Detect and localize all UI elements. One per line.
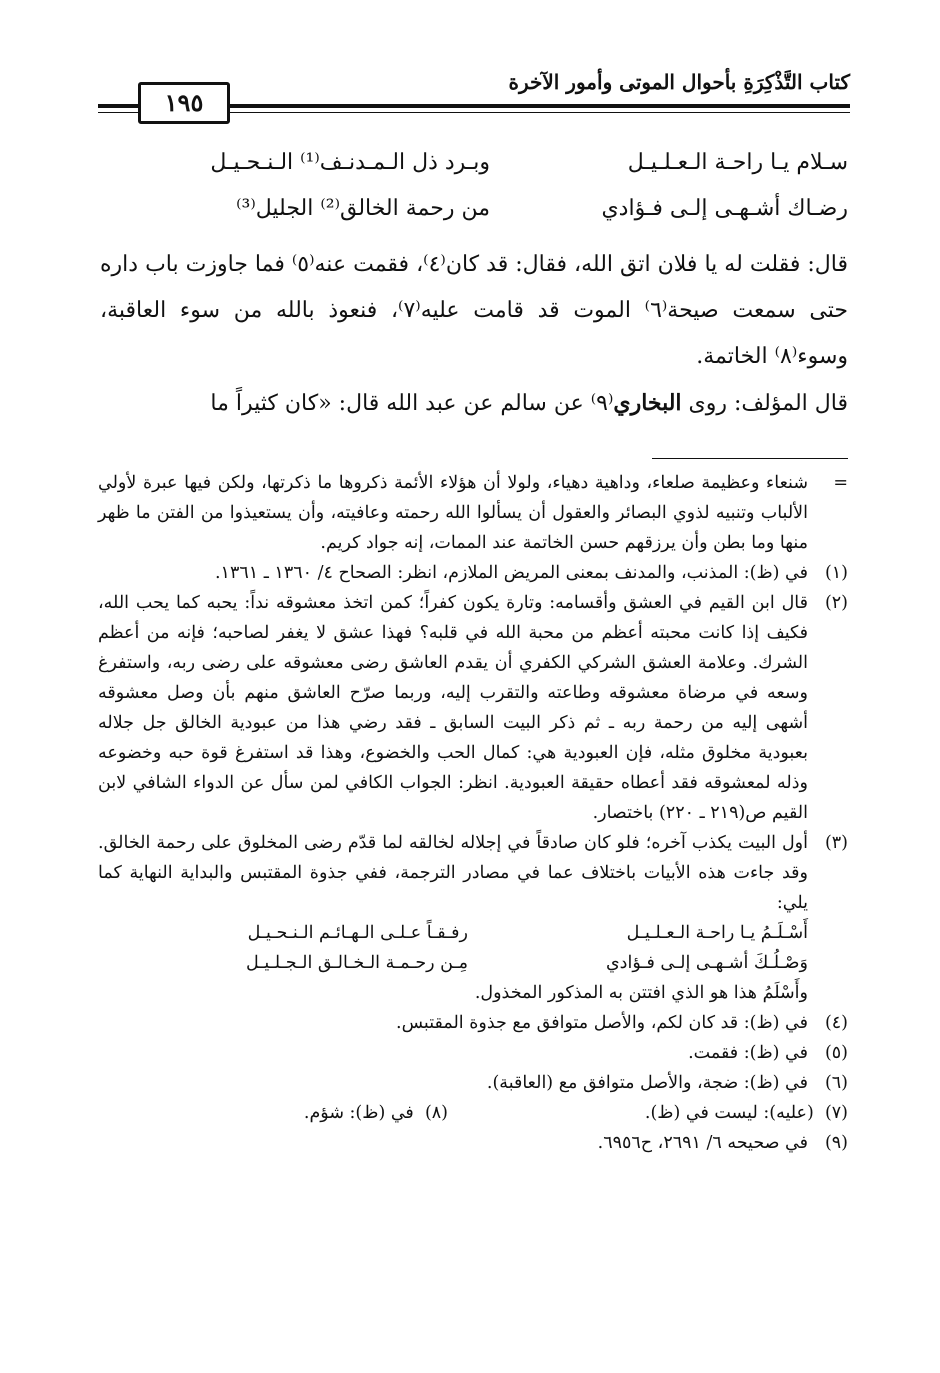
footnote-9 — [98, 1128, 848, 1158]
footnote-2 — [98, 588, 848, 828]
paragraph-2 — [100, 380, 848, 427]
footnote-8 — [304, 1098, 448, 1128]
footnote-7 — [645, 1098, 848, 1128]
footnote-7-number: (٧) — [824, 1103, 848, 1123]
continuation-text: شنعاء وعظيمة صلعاء، وداهية دهياء، ولولا أن هؤلاء الأئمة ذكروها ما ذكرتها، ولكن فيها عبرة لأولي الألباب وتنبيه لذوي البصائر والعقول أن يسألوا الله رحمته وعافيته، وأن يستعيذوا من الفتن ما ظهر منها وما بطن وأن يرزقهم حسن الخاتمة عند الممات، إنه جواد كريم. — [98, 473, 808, 553]
footnote-3-verse-2 — [98, 948, 808, 978]
footnote-continuation — [98, 468, 848, 558]
verse-line-2 — [100, 196, 848, 242]
footnote-3 — [98, 828, 848, 918]
page-header — [98, 62, 850, 124]
verse-2-second-hemistich: من رحمة الخالق⁽²⁾ الجليل⁽³⁾ — [236, 196, 490, 221]
footnote-9-text: في صحيحه ٦/ ٢٦٩١، ح٦٩٥٦. — [597, 1133, 808, 1153]
footnote-3-text: أول البيت يكذب آخره؛ فلو كان صادقاً في إجلاله لخالقه لما قدّم رضى المخلوق على رحمة الخالق. وقد جاءت هذه الأبيات باختلاف عما في مصادر الترجمة، ففي جذوة المقتبس والبداية النهاية كما يلي: — [98, 833, 808, 913]
footnote-7-text: (عليه): ليست في (ظ). — [644, 1103, 814, 1123]
footnote-6 — [98, 1068, 848, 1098]
footnote-1-number: (١) — [824, 563, 848, 583]
footnote-separator — [652, 458, 848, 459]
footnotes — [98, 468, 848, 1158]
footnote-4-text: في (ظ): قد كان لكم، والأصل متوافق مع جذوة المقتبس. — [396, 1013, 808, 1033]
footnotes-7-8-row — [98, 1098, 848, 1128]
footnote-5-number: (٥) — [824, 1043, 848, 1063]
footnote-4-number: (٤) — [824, 1013, 848, 1033]
footnote-verse-2-second: مِـن رحـمـة الـخـالـق الـجـلـيـل — [246, 953, 468, 973]
footnote-verse-1-first: أَسْـلَـمُ يـا راحـة الـعـلـيـل — [626, 923, 808, 943]
footnote-8-number: (٨) — [424, 1103, 448, 1123]
page-number: ١٩٥ — [138, 82, 230, 124]
footnote-8-text: في (ظ): شؤم. — [303, 1103, 414, 1123]
verse-1-second-hemistich: وبـرد ذل الـمـدنـف⁽¹⁾ الـنـحـيـل — [210, 150, 490, 175]
footnote-5 — [98, 1038, 848, 1068]
bukhari-name: البخاري — [613, 390, 682, 416]
paragraph-1: قال: فقلت له يا فلان اتق الله، فقال: قد كان⁽٤⁾، فقمت عنه⁽٥⁾ فما جاوزت باب داره حتى سمعت صيحة⁽٦⁾ الموت قد قامت عليه⁽٧⁾، فنعوذ بالله من سوء العاقبة، وسوء⁽٨⁾ الخاتمة. — [100, 252, 848, 369]
main-text — [100, 150, 848, 427]
footnote-3-number: (٣) — [824, 833, 848, 853]
header-rule-left — [98, 104, 138, 108]
verse-line-1 — [100, 150, 848, 196]
footnote-3-tail-text: وأَسْلَمُ هذا هو الذي افتتن به المذكور المخذول. — [474, 983, 808, 1003]
footnote-6-text: في (ظ): ضجة، والأصل متوافق مع (العاقبة). — [486, 1073, 808, 1093]
continuation-marker: = — [833, 473, 848, 493]
footnote-6-number: (٦) — [824, 1073, 848, 1093]
footnote-verse-2-first: وَصْـلُـكَ أشـهـى إلـى فـؤادي — [605, 953, 808, 973]
footnote-1-text: في (ظ): المذنب، والمدنف بمعنى المريض الملازم، انظر: الصحاح ٤/ ١٣٦٠ ـ ١٣٦١. — [214, 563, 808, 583]
verse-2-first-hemistich: رضـاك أشـهـى إلـى فـؤادي — [601, 196, 848, 221]
paragraph-2-end: ⁽٩⁾ عن سالم عن عبد الله قال: «كان كثيراً ما — [210, 391, 614, 416]
footnote-2-number: (٢) — [824, 593, 848, 613]
running-title: كتاب التَّذْكِرَةِ بأحوال الموتى وأمور الآخرة — [508, 70, 850, 94]
footnote-9-number: (٩) — [824, 1133, 848, 1153]
footnote-3-tail — [98, 978, 848, 1008]
footnote-4 — [98, 1008, 848, 1038]
footnote-5-text: في (ظ): فقمت. — [688, 1043, 808, 1063]
footnote-1 — [98, 558, 848, 588]
verse-1-first-hemistich: سـلام يـا راحـة الـعـلـيـل — [627, 150, 848, 175]
paragraph-2-start: قال المؤلف: روى — [681, 391, 848, 416]
footnote-verse-1-second: رفـقـاً عـلـى الـهـائـم الـنـحـيـل — [247, 923, 468, 943]
footnote-2-text: قال ابن القيم في العشق وأقسامه: وتارة يكون كفراً؛ كمن اتخذ معشوقه نداً: يحبه كما يحب الله، فكيف إذا كانت محبته أعظم من محبة الله في قلبه؟ فهذا عشق لا يغفر لصاحبه؛ فإنه من أعظم الشرك. وعلامة العشق الشركي الكفري أن يقدم العاشق رضى معشوقه على رضى ربه، واستفرغ وسعه في مرضاة معشوقه وطاعته والتقرب إليه، وربما صرّح العاشق منهم بأن وصل معشوقه أشهى إليه من رحمة ربه ـ ثم ذكر البيت السابق ـ فقد رضي هذا من عبودية الخالق جل جلاله بعبودية مخلوق مثله، فإن العبودية هي: كمال الحب والخضوع، وهذا قد استفرغ قوة حبه وخضوعه وذله لمعشوقه فقد أعطاه حقيقة العبودية. انظر: الجواب الكافي لمن سأل عن الدواء الشافي لابن القيم ص(٢١٩ ـ ٢٢٠) باختصار. — [98, 593, 808, 823]
footnote-3-verse-1 — [98, 918, 808, 948]
